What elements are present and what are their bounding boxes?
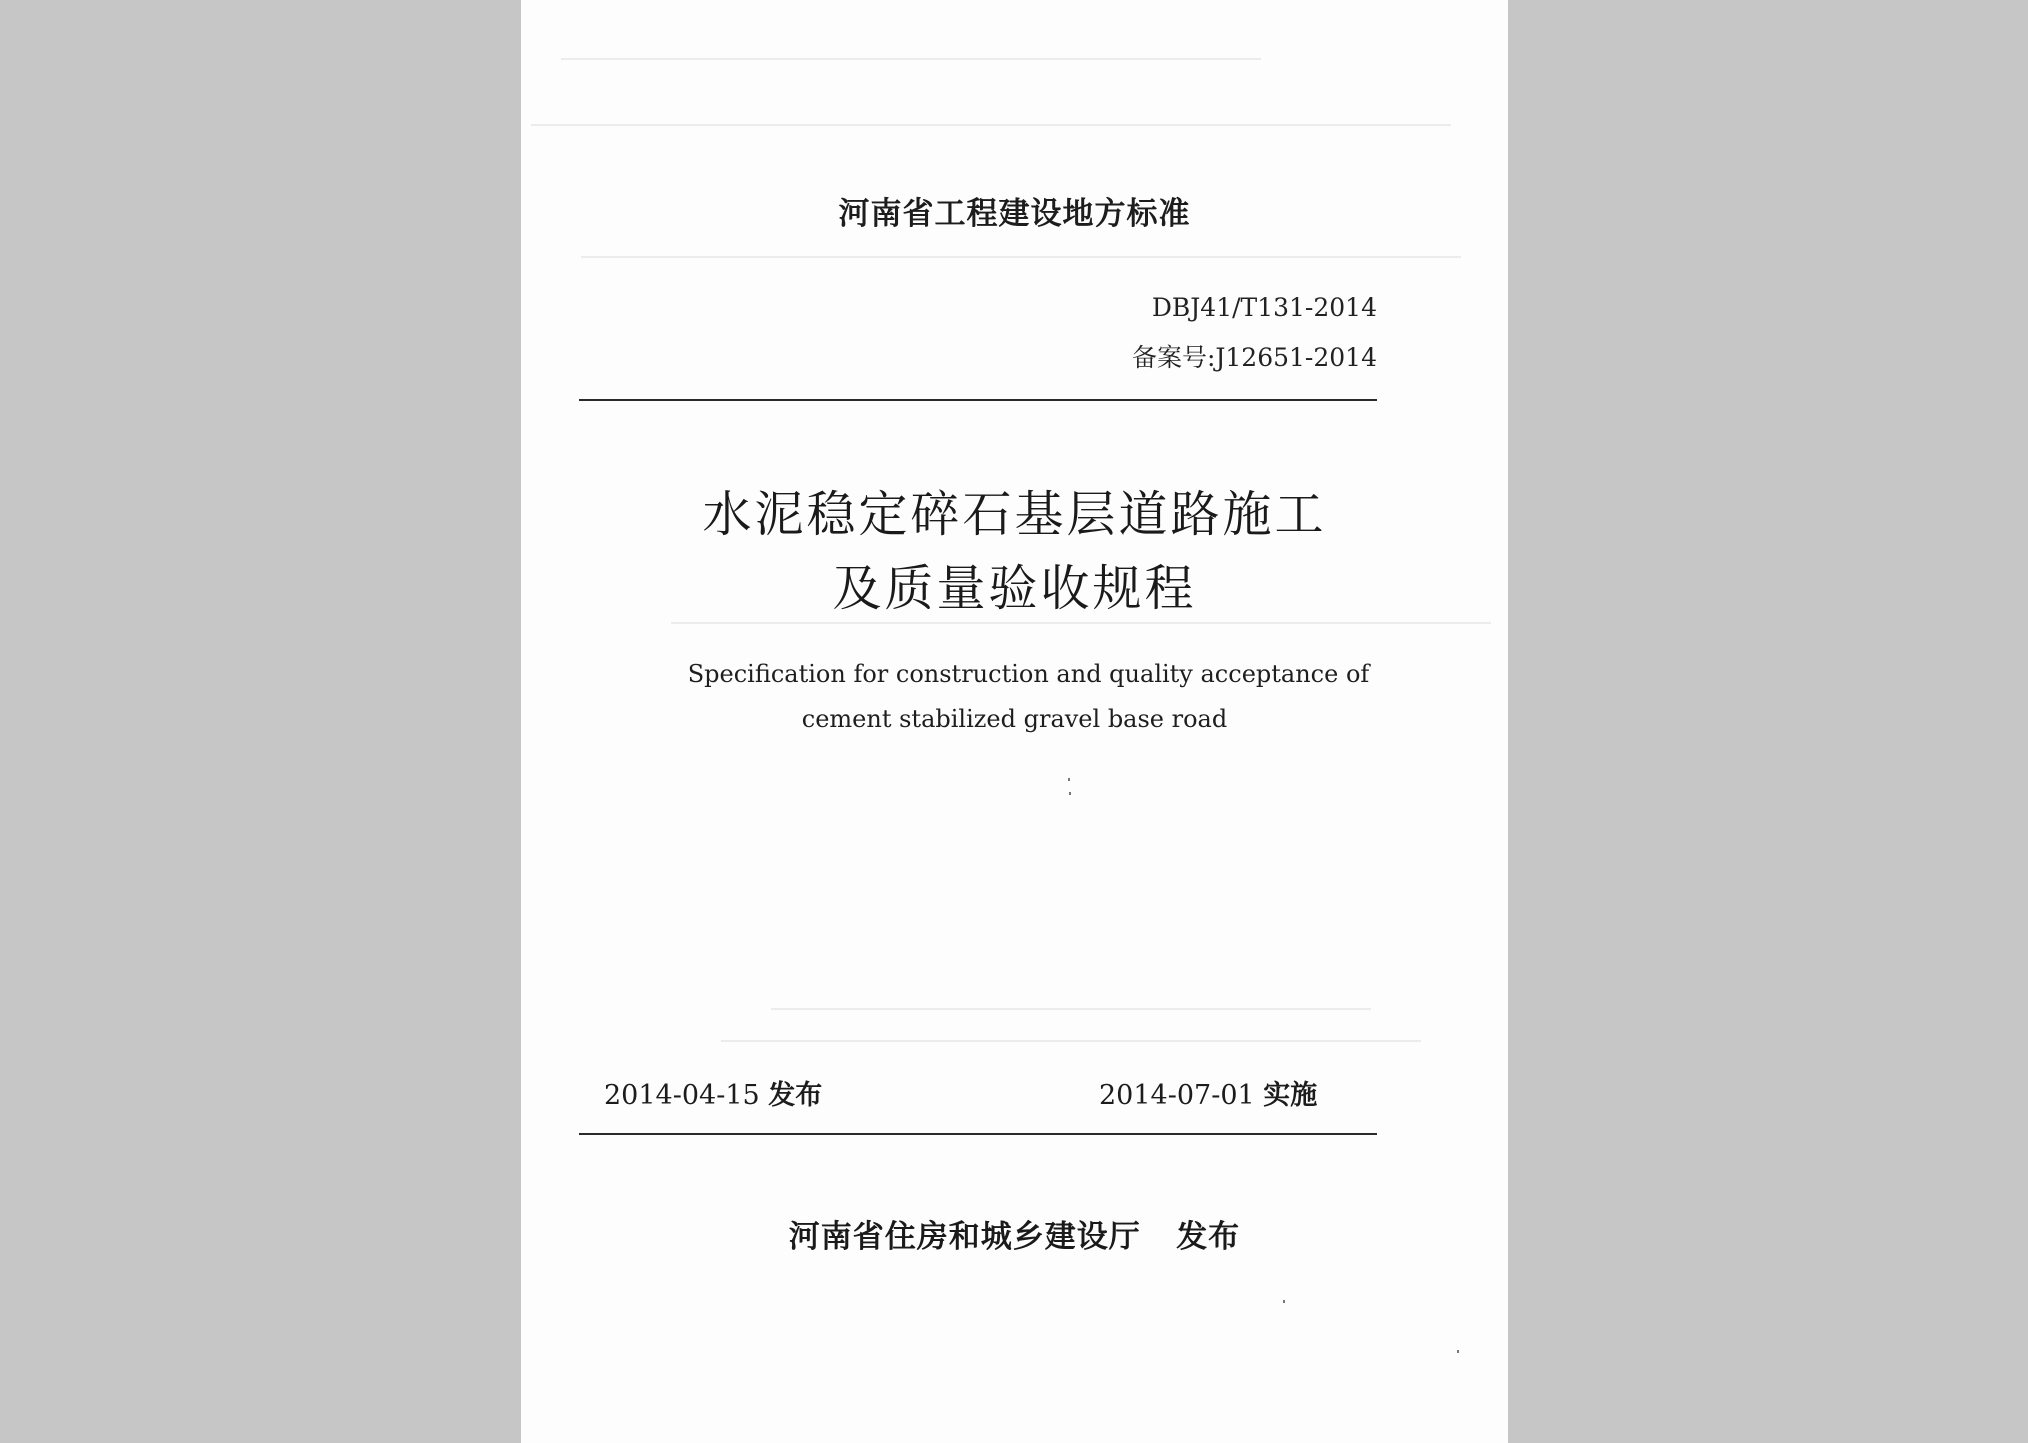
issue-date: 2014-04-15 [604, 1080, 760, 1111]
scan-speck [1068, 778, 1070, 781]
scan-speck [1069, 792, 1071, 795]
bottom-divider [579, 1133, 1377, 1135]
title-chinese-line1: 水泥稳定碎石基层道路施工 [702, 486, 1327, 543]
title-chinese-line2: 及质量验收规程 [832, 560, 1197, 617]
scan-speck [1283, 1300, 1285, 1303]
standard-code: DBJ41/T131-2014 [1151, 293, 1377, 322]
scan-speck [1457, 1350, 1459, 1353]
title-english-line2: cement stabilized gravel base road [801, 705, 1228, 733]
effective-date-block [1099, 1073, 1317, 1112]
scan-streak [771, 1008, 1371, 1010]
publisher-line [521, 1211, 1508, 1256]
issue-label: 发布 [768, 1080, 823, 1111]
scan-streak [721, 1040, 1421, 1042]
record-number: 备案号:J12651-2014 [1131, 343, 1377, 372]
issue-date-block [604, 1073, 822, 1112]
document-cover-page [521, 0, 1508, 1443]
title-english-line1: Specification for construction and quality acceptance of [687, 660, 1370, 688]
scan-streak [561, 58, 1261, 60]
scan-streak [671, 622, 1491, 624]
effective-date: 2014-07-01 [1099, 1080, 1255, 1111]
effective-label: 实施 [1263, 1080, 1318, 1111]
issuer-heading: 河南省工程建设地方标准 [838, 196, 1191, 232]
publisher-suffix: 发布 [1176, 1219, 1241, 1255]
scan-streak [531, 124, 1451, 126]
scan-streak [581, 256, 1461, 258]
top-divider [579, 399, 1377, 401]
publisher-name: 河南省住房和城乡建设厅 [788, 1219, 1141, 1255]
